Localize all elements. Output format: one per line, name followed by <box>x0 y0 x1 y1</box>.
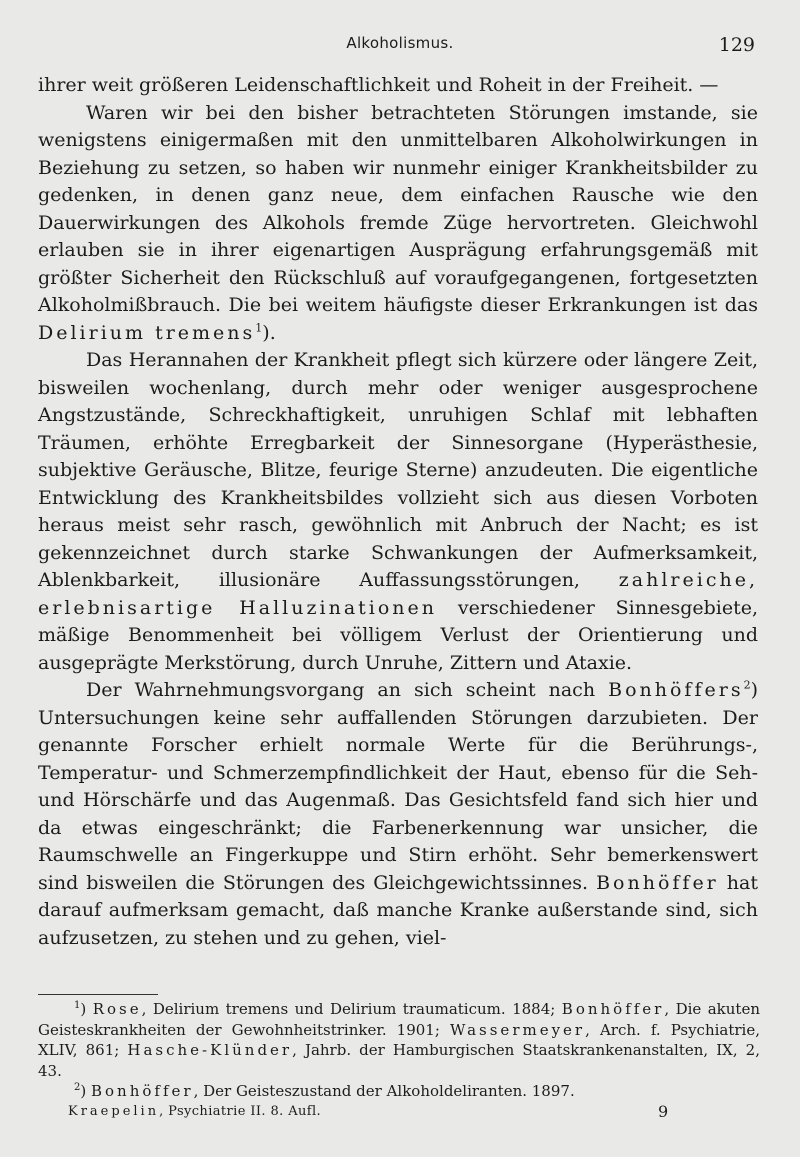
printer-signature <box>68 1104 688 1124</box>
paragraph-4-text-b: ) Untersuchungen keine sehr auffallenden Störungen darzubieten. Der genannte Forscher erhielt normale Werte für die Berührungs-, Temperatur- und Schmerzempfindlichkeit der Haut, ebenso für die Seh- und Hörschärfe und das Augenmaß. Das Gesichtsfeld fand sich hier und da etwas eingeschränkt; die Farbenerkennung war unsicher, die Raumschwelle an Fingerkuppe und Stirn erhöht. Sehr bemerkenswert sind bisweilen die Störungen des Gleichgewichtssinnes. <box>38 679 758 894</box>
signature-text <box>68 1104 321 1119</box>
footnote-1-author-wassermeyer: Wassermeyer <box>449 1020 586 1039</box>
signature-rest: , Psychiatrie II. 8. Aufl. <box>159 1104 322 1119</box>
footnote-1-mark: 1 <box>74 1000 81 1011</box>
footnote-1-text-c: , Die akuten Geisteskrankheiten der Gewohnheitstrinker. 1901; <box>38 1000 760 1039</box>
running-head-title: Alkoholismus. <box>346 34 454 52</box>
paragraph-4 <box>38 677 758 952</box>
paragraph-3 <box>38 347 758 677</box>
paragraph-2 <box>38 100 758 348</box>
body-text <box>38 72 758 952</box>
running-head <box>0 34 800 56</box>
term-delirium-tremens: Delirium tremens <box>38 321 256 344</box>
signature-sheet-number: 9 <box>658 1102 669 1121</box>
footnote-ref-1: 1 <box>255 321 263 335</box>
footnote-2-author-bonhoeffer: Bonhöffer <box>91 1082 194 1100</box>
signature-author: Kraepelin <box>68 1104 160 1119</box>
name-bonhoeffers: Bonhöffers <box>608 679 744 701</box>
paragraph-4-text-a: Der Wahrnehmungsvorgang an sich scheint nach <box>86 679 596 701</box>
spaced-emphasis-halluzinationen: zahlreiche, erlebnisartige Halluzinationen <box>38 569 758 619</box>
footnotes <box>38 999 760 1102</box>
footnote-1-author-rose: Rose <box>92 1000 142 1018</box>
footnote-1-author-bonhoeffer: Bonhöffer <box>561 1000 665 1018</box>
paragraph-3-text-b: verschiedener Sinnesgebiete, mäßige Benommenheit bei völligem Verlust der Orientierung und ausgeprägte Merkstörung, durch Unruhe, Zittern und Ataxie. <box>38 596 759 674</box>
footnote-1-text-e: , Jahrb. der Hamburgischen Staatskrankenanstalten, IX, 2, 43. <box>38 1041 760 1080</box>
name-bonhoeffer: Bonhöffer <box>596 871 719 894</box>
paragraph-1: ihrer weit größeren Leidenschaftlichkeit und Roheit in der Freiheit. — <box>38 74 719 96</box>
paragraph-4-text-c: hat darauf aufmerksam gemacht, daß manche Kranke außerstande sind, sich aufzusetzen, zu stehen und zu gehen, viel- <box>38 871 758 949</box>
paragraph-2-end: ). <box>262 321 276 344</box>
footnote-1-author-hasche-kluender: Hasche-Klünder <box>127 1041 293 1059</box>
footnote-2-mark: 2 <box>74 1082 81 1093</box>
footnote-2 <box>38 1081 760 1102</box>
footnote-1-text-b: , Delirium tremens und Delirium traumaticum. 1884; <box>141 1000 562 1018</box>
footnote-1 <box>38 999 760 1081</box>
footnote-1-paren: ) <box>80 1000 93 1018</box>
page-number: 129 <box>718 34 755 56</box>
footnote-rule <box>38 994 158 995</box>
paragraph-2-text: Waren wir bei den bisher betrachteten Störungen imstande, sie wenigstens einigermaßen mit den unmittelbaren Alkoholwirkungen in Beziehung zu setzen, so haben wir nunmehr einiger Krankheitsbilder zu gedenken, in denen ganz neue, dem einfachen Rausche wie den Dauerwirkungen des Alkohols fremde Züge hervortreten. Gleichwohl erlauben sie in ihrer eigenartigen Ausprägung erfahrungsgemäß mit größter Sicherheit den Rückschluß auf voraufgegangenen, fortgesetzten Alkoholmißbrauch. Die bei weitem häufigste dieser Erkrankungen ist das <box>38 101 758 316</box>
footnote-ref-2: 2 <box>743 678 751 692</box>
footnote-1-text-d: , Arch. f. Psychiatrie, XLIV, 861; <box>38 1020 760 1059</box>
footnote-2-paren: ) <box>80 1082 91 1100</box>
footnote-2-text-b: , Der Geisteszustand der Alkoholdeliranten. 1897. <box>193 1082 575 1100</box>
paragraph-3-text-a: Das Herannahen der Krankheit pflegt sich kürzere oder längere Zeit, bisweilen wochenlang, durch mehr oder weniger ausgesprochene Angstzustände, Schreckhaftigkeit, unruhigen Schlaf mit lebhaften Träumen, erhöhte Erregbarkeit der Sinnesorgane (Hyperästhesie, subjektive Geräusche, Blitze, feurige Sterne) anzudeuten. Die eigentliche Entwicklung des Krankheitsbildes vollzieht sich aus diesen Vorboten heraus meist sehr rasch, gewöhnlich mit Anbruch der Nacht; es ist gekennzeichnet durch starke Schwankungen der Aufmerksamkeit, Ablenkbarkeit, illusionäre Auffassungsstörungen, <box>38 349 758 591</box>
